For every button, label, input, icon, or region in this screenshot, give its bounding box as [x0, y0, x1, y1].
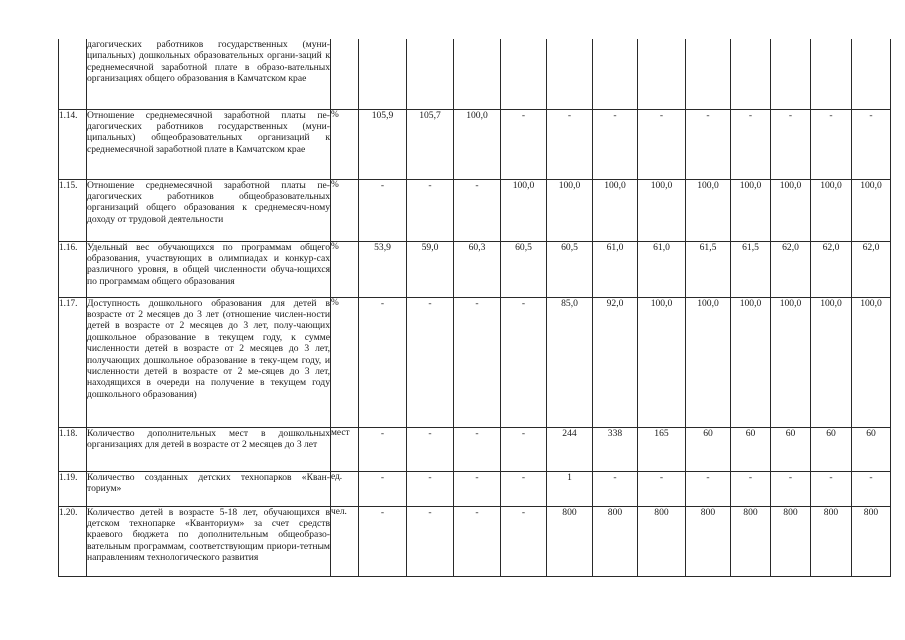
indicator-name: Доступность дошкольного образования для детей в возрасте от 2 месяцев до 3 лет (отношение числен-ности детей в возрасте от 2 месяцев до 3 лет, полу-чающих дошкольное образование в текущем году, к сумме численности детей в возрасте от 2 месяцев до 3 лет, получающих дошкольное образование в теку-щем году, и численности детей в возрасте от 2 ме-сяцев до 3 лет, находящихся в очереди на получение в текущем году дошкольного образования): [87, 297, 331, 427]
value-cell: [852, 39, 891, 109]
value-cell: 165: [638, 427, 686, 471]
indicator-name: дагогических работников государственных (муни-ципальных) дошкольных образовательных органи-заций к среднемесячной заработной плате в образо-вательных организациях общего образования в Камчатском крае: [87, 39, 331, 109]
value-cell: -: [501, 297, 547, 427]
row-number: 1.14.: [59, 109, 87, 179]
value-cell: -: [407, 297, 454, 427]
value-cell: 100,0: [454, 109, 501, 179]
value-cell: -: [501, 427, 547, 471]
row-number: [59, 39, 87, 109]
value-cell: -: [407, 471, 454, 506]
value-cell: -: [454, 506, 501, 576]
table-row: [59, 427, 891, 471]
table-row: [59, 179, 891, 241]
value-cell: [359, 39, 407, 109]
value-cell: -: [501, 109, 547, 179]
value-cell: -: [771, 109, 811, 179]
indicator-name: Отношение среднемесячной заработной платы пе-дагогических работников государственных (муни-ципальных) общеобразовательных организаций к среднемесячной заработной плате в Камчатском крае: [87, 109, 331, 179]
value-cell: -: [731, 109, 771, 179]
value-cell: -: [731, 471, 771, 506]
value-cell: 60: [686, 427, 731, 471]
value-cell: -: [686, 471, 731, 506]
indicator-name: Количество созданных детских технопарков «Кван-ториум»: [87, 471, 331, 506]
value-cell: 62,0: [771, 241, 811, 297]
value-cell: -: [407, 179, 454, 241]
value-cell: 60: [852, 427, 891, 471]
value-cell: 100,0: [501, 179, 547, 241]
indicator-name: Удельный вес обучающихся по программам общего образования, участвующих в олимпиадах и конкур-сах различного уровня, в общей численности обуча-ющихся по программам общего образования: [87, 241, 331, 297]
value-cell: 100,0: [638, 297, 686, 427]
value-cell: -: [501, 471, 547, 506]
value-cell: -: [359, 179, 407, 241]
value-cell: 61,0: [638, 241, 686, 297]
value-cell: 105,9: [359, 109, 407, 179]
indicator-name: Количество детей в возрасте 5-18 лет, обучающихся в детском технопарке «Кванториум» за счет средств краевого бюджета по дополнительным общеобразо-вательным программам, соответствующим приори-тетным направлениям технологического развития: [87, 506, 331, 576]
value-cell: 92,0: [593, 297, 638, 427]
value-cell: 800: [731, 506, 771, 576]
value-cell: -: [359, 427, 407, 471]
value-cell: 244: [547, 427, 593, 471]
value-cell: [593, 39, 638, 109]
value-cell: [811, 39, 852, 109]
value-cell: -: [407, 506, 454, 576]
value-cell: -: [811, 109, 852, 179]
value-cell: -: [852, 109, 891, 179]
table-row: [59, 471, 891, 506]
value-cell: [454, 39, 501, 109]
value-cell: 800: [852, 506, 891, 576]
table-row: [59, 241, 891, 297]
unit-cell: мест: [331, 427, 359, 471]
value-cell: -: [811, 471, 852, 506]
value-cell: -: [852, 471, 891, 506]
indicator-table: [58, 39, 891, 577]
indicator-name: Количество дополнительных мест в дошкольных организациях для детей в возрасте от 2 месяцев до 3 лет: [87, 427, 331, 471]
value-cell: 53,9: [359, 241, 407, 297]
unit-cell: %: [331, 297, 359, 427]
value-cell: -: [638, 471, 686, 506]
value-cell: 60,5: [547, 241, 593, 297]
value-cell: 60: [771, 427, 811, 471]
table-body: [59, 39, 891, 576]
value-cell: [638, 39, 686, 109]
value-cell: 100,0: [771, 179, 811, 241]
row-number: 1.16.: [59, 241, 87, 297]
value-cell: 100,0: [811, 297, 852, 427]
table-row: [59, 506, 891, 576]
value-cell: 100,0: [686, 179, 731, 241]
row-number: 1.18.: [59, 427, 87, 471]
value-cell: -: [407, 427, 454, 471]
value-cell: 61,0: [593, 241, 638, 297]
indicator-name: Отношение среднемесячной заработной платы пе-дагогических работников общеобразовательных организаций общего образования к среднемесяч-ному доходу от трудовой деятельности: [87, 179, 331, 241]
value-cell: -: [359, 297, 407, 427]
value-cell: [771, 39, 811, 109]
value-cell: -: [454, 427, 501, 471]
table-row: [59, 297, 891, 427]
value-cell: 105,7: [407, 109, 454, 179]
value-cell: 60: [731, 427, 771, 471]
unit-cell: %: [331, 179, 359, 241]
value-cell: 100,0: [771, 297, 811, 427]
unit-cell: %: [331, 109, 359, 179]
value-cell: 800: [811, 506, 852, 576]
row-number: 1.19.: [59, 471, 87, 506]
value-cell: [547, 39, 593, 109]
value-cell: [407, 39, 454, 109]
value-cell: -: [454, 297, 501, 427]
unit-cell: ед.: [331, 471, 359, 506]
value-cell: 62,0: [811, 241, 852, 297]
value-cell: [501, 39, 547, 109]
table-row: [59, 109, 891, 179]
value-cell: 100,0: [731, 297, 771, 427]
row-number: 1.17.: [59, 297, 87, 427]
value-cell: 61,5: [731, 241, 771, 297]
value-cell: 61,5: [686, 241, 731, 297]
value-cell: 800: [547, 506, 593, 576]
value-cell: -: [454, 471, 501, 506]
value-cell: -: [593, 109, 638, 179]
value-cell: 338: [593, 427, 638, 471]
value-cell: 100,0: [731, 179, 771, 241]
value-cell: 60: [811, 427, 852, 471]
value-cell: -: [593, 471, 638, 506]
value-cell: 100,0: [852, 179, 891, 241]
value-cell: 60,3: [454, 241, 501, 297]
value-cell: 800: [593, 506, 638, 576]
value-cell: -: [501, 506, 547, 576]
value-cell: 59,0: [407, 241, 454, 297]
value-cell: 1: [547, 471, 593, 506]
unit-cell: чел.: [331, 506, 359, 576]
value-cell: 100,0: [638, 179, 686, 241]
value-cell: -: [454, 179, 501, 241]
value-cell: -: [771, 471, 811, 506]
value-cell: 800: [686, 506, 731, 576]
value-cell: 100,0: [593, 179, 638, 241]
value-cell: -: [686, 109, 731, 179]
value-cell: -: [359, 471, 407, 506]
value-cell: -: [359, 506, 407, 576]
value-cell: 800: [771, 506, 811, 576]
value-cell: [686, 39, 731, 109]
unit-cell: %: [331, 241, 359, 297]
value-cell: 100,0: [686, 297, 731, 427]
value-cell: 85,0: [547, 297, 593, 427]
value-cell: 800: [638, 506, 686, 576]
value-cell: 100,0: [852, 297, 891, 427]
value-cell: [731, 39, 771, 109]
value-cell: -: [547, 109, 593, 179]
value-cell: 60,5: [501, 241, 547, 297]
value-cell: 100,0: [547, 179, 593, 241]
row-number: 1.20.: [59, 506, 87, 576]
value-cell: -: [638, 109, 686, 179]
table-row: [59, 39, 891, 109]
row-number: 1.15.: [59, 179, 87, 241]
value-cell: 62,0: [852, 241, 891, 297]
unit-cell: [331, 39, 359, 109]
value-cell: 100,0: [811, 179, 852, 241]
